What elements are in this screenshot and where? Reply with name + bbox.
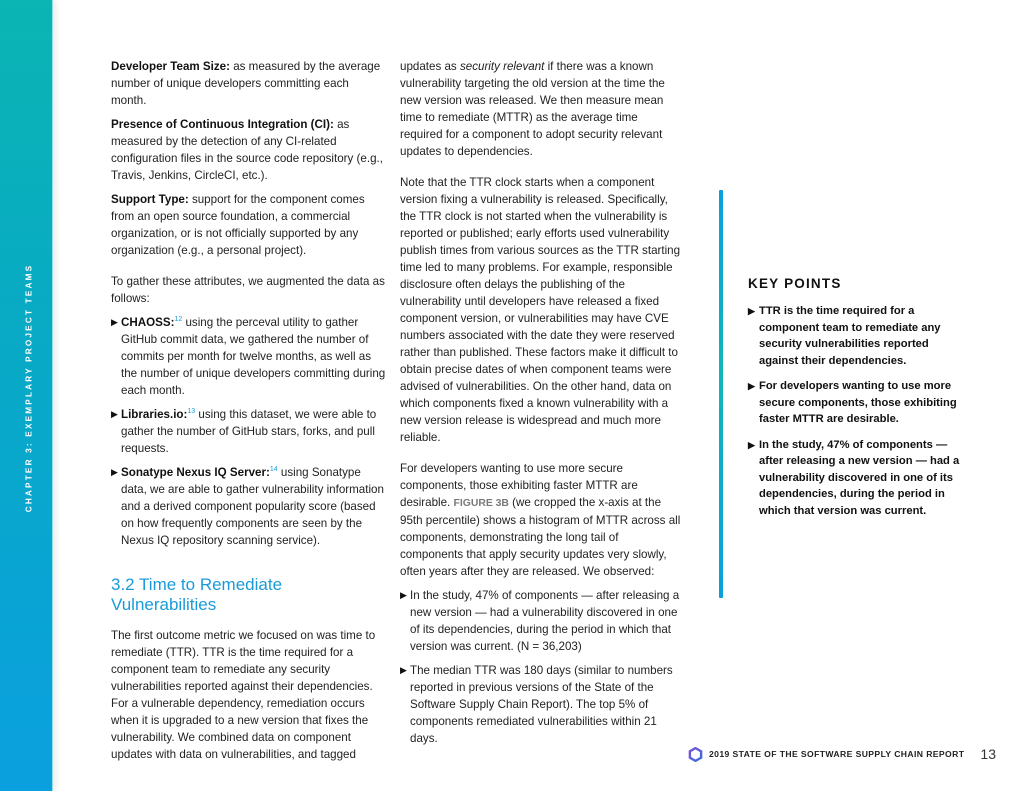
observation-item [400, 662, 682, 747]
source-text: using Sonatype data, we are able to gather vulnerability information and a derived component popularity score (based on how frequently components are seen by the Nexus IQ repository scanning service). [121, 466, 384, 547]
chapter-label: CHAPTER 3: EXEMPLARY PROJECT TEAMS [24, 263, 34, 513]
footnote-link[interactable]: 14 [269, 466, 278, 474]
source-nexus-iq [111, 464, 386, 549]
histogram-paragraph [400, 460, 682, 580]
text-span: For developers wanting to use more secure components, those exhibiting faster MTTR are desirable. [400, 462, 638, 509]
text-span: if there was a known vulnerability targeting the old version at the time the new version was released. We then measure mean time to remediate (MTTR) as the average time required for a component to adopt security relevant updates to dependencies. [400, 60, 665, 158]
sidebar-edge [52, 0, 53, 791]
source-chaoss [111, 314, 386, 399]
left-column [111, 58, 386, 770]
key-point-text: For developers wanting to use more secure components, those exhibiting faster MTTR are desirable. [759, 380, 957, 425]
figure-reference-link[interactable]: FIGURE 3B [453, 498, 509, 509]
bullet-triangle-icon: ▶ [400, 590, 407, 600]
definition-developer-team-size [111, 58, 386, 109]
key-point-item [748, 303, 963, 369]
definition-support-type [111, 191, 386, 259]
source-name: CHAOSS: [121, 316, 175, 329]
emphasis-text: security relevant [459, 60, 545, 73]
key-points-accent-bar [719, 190, 723, 598]
bullet-triangle-icon: ▶ [748, 306, 755, 316]
hexagon-logo-icon [688, 747, 703, 762]
key-point-item [748, 437, 963, 520]
section-body: The first outcome metric we focused on was time to remediate (TTR). TTR is the time required for a component team to remediate any security vulnerabilities reported against their dependencies. For a vulnerable dependency, remediation occurs when it is upgraded to a new version that fixes the vulnerability. We combined data on component updates with data on vulnerabilities, and tagged [111, 629, 376, 761]
bullet-triangle-icon: ▶ [111, 467, 118, 477]
page-footer [688, 744, 996, 764]
definition-term: Presence of Continuous Integration (CI): [111, 118, 334, 131]
key-point-item [748, 378, 963, 428]
sources-intro: To gather these attributes, we augmented the data as follows: [111, 275, 385, 305]
source-name: Libraries.io: [121, 408, 188, 421]
source-name: Sonatype Nexus IQ Server: [121, 466, 270, 479]
key-point-text: TTR is the time required for a component team to remediate any security vulnerabilities reported against their dependencies. [759, 305, 941, 367]
bullet-triangle-icon: ▶ [748, 381, 755, 391]
definition-term: Support Type: [111, 193, 189, 206]
chapter-sidebar [0, 0, 53, 791]
source-libraries-io [111, 406, 386, 457]
bullet-triangle-icon: ▶ [111, 317, 118, 327]
footnote-link[interactable]: 12 [174, 316, 183, 324]
key-points-box [748, 276, 963, 528]
section-heading: 3.2 Time to Remediate Vulnerabilities [111, 575, 283, 614]
report-title: 2019 STATE OF THE SOFTWARE SUPPLY CHAIN REPORT [709, 749, 965, 759]
definition-term: Developer Team Size: [111, 60, 230, 73]
observation-text: In the study, 47% of components — after releasing a new version — had a vulnerability discovered in one of its dependencies, during the period in which that version was current. (N = 36,203) [410, 589, 680, 653]
definition-ci [111, 116, 386, 184]
mttr-paragraph [400, 58, 682, 160]
source-text: using the perceval utility to gather GitHub commit data, we gathered the number of commits per month for twelve months, as well as the number of unique developers committing during each month. [121, 316, 386, 397]
observation-item [400, 587, 682, 655]
key-point-text: In the study, 47% of components — after releasing a new version — had a vulnerability discovered in one of its dependencies, during the period in which that version was current. [759, 438, 960, 517]
definition-text: as measured by the average number of unique developers committing each month. [111, 60, 381, 107]
source-text: using this dataset, we were able to gather the number of GitHub stars, forks, and pull requests. [121, 408, 377, 455]
page-number: 13 [980, 746, 996, 762]
bullet-triangle-icon: ▶ [400, 665, 407, 675]
bullet-triangle-icon: ▶ [111, 409, 118, 419]
text-span: updates as [400, 60, 460, 73]
footnote-link[interactable]: 13 [187, 408, 196, 416]
ttr-clock-paragraph: Note that the TTR clock starts when a component version fixing a vulnerability is released. Specifically, the TTR clock is not started when the vulnerability is reported or published; early efforts used vulnerability publish times from various sources as the TTR starting time led to many problems. For example, responsible disclosure often delays the publishing of the vulnerability until developers have released a fixed component version, or vulnerabilities may have CVE numbers associated with the date they were reserved rather than published. These factors make it difficult to obtain precise dates of when component teams were advised of vulnerabilities. On the other hand, data on which components fixed a known vulnerability with a new version release is widespread and much more reliable. [400, 176, 681, 444]
text-span: (we cropped the x-axis at the 95th percentile) shows a histogram of MTTR across all components, demonstrating the long tail of components that apply security updates very slowly, often years after they are released. We observed: [400, 496, 681, 578]
definition-text: support for the component comes from an open source foundation, a commercial organization, or is not officially supported by any organization (e.g., a personal project). [111, 193, 365, 257]
definition-text: as measured by the detection of any CI-related configuration files in the source code repository (e.g., Travis, Jenkins, CircleCI, etc.). [111, 118, 383, 182]
key-points-title: KEY POINTS [748, 276, 842, 291]
middle-column [400, 58, 682, 754]
observation-text: The median TTR was 180 days (similar to numbers reported in previous versions of the State of the Software Supply Chain Report). The top 5% of components remediated vulnerabilities within 21 days. [410, 664, 673, 745]
bullet-triangle-icon: ▶ [748, 439, 755, 450]
